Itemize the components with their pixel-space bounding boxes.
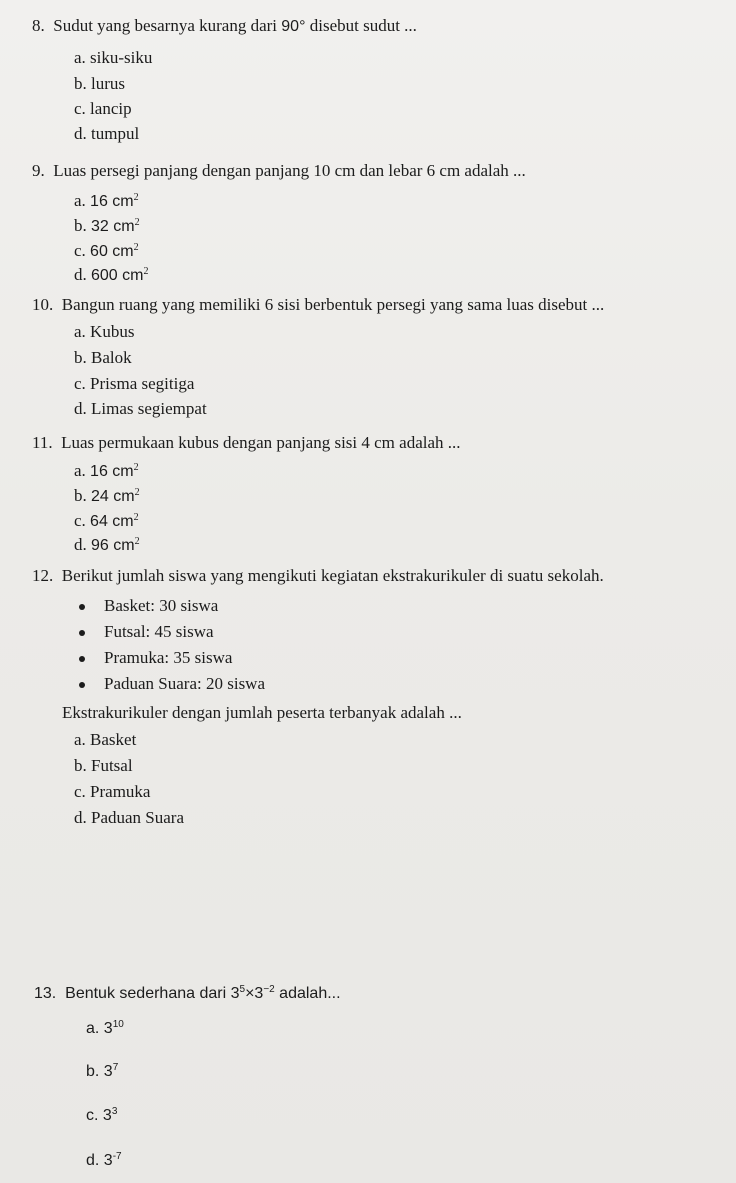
expression: $3^5\times 3^{-2}$ <box>230 984 275 1002</box>
option-b[interactable]: b. lurus <box>74 74 125 93</box>
question-number: 11. <box>32 433 53 452</box>
option-c[interactable]: c. 64 $cm^2$ <box>74 511 139 530</box>
question-text: Bangun ruang yang memiliki 6 sisi berbentuk persegi yang sama luas disebut ... <box>61 295 605 314</box>
option-d[interactable]: d. 96 $cm^2$ <box>74 535 140 554</box>
list-item: Pramuka: 35 siswa <box>104 648 233 667</box>
question-text: Luas persegi panjang dengan panjang 10 cm dan lebar 6 cm adalah ... <box>53 161 526 180</box>
option-d[interactable]: d. tumpul <box>74 124 140 143</box>
option-c[interactable]: c. Prisma segitiga <box>74 374 195 393</box>
question-prompt: Ekstrakurikuler dengan jumlah peserta terbanyak adalah ... <box>62 703 462 722</box>
question-text: disebut sudut ... <box>309 16 417 35</box>
option-a[interactable]: a. $3^{10}$ <box>86 1019 124 1037</box>
question-number: 12. <box>32 566 54 585</box>
question-11 <box>32 433 461 453</box>
bullet-icon <box>79 682 85 688</box>
question-number: 13. <box>34 985 57 1002</box>
bullet-icon <box>79 604 85 610</box>
question-text: Berikut jumlah siswa yang mengikuti kegiatan ekstrakurikuler di suatu sekolah. <box>61 566 604 585</box>
question-8 <box>32 16 417 36</box>
option-b[interactable]: b. $3^7$ <box>86 1062 119 1080</box>
question-text: Sudut yang besarnya kurang dari <box>53 16 278 35</box>
list-item: Basket: 30 siswa <box>104 596 219 615</box>
option-a[interactable]: a. Basket <box>74 730 137 749</box>
option-b[interactable]: b. Futsal <box>74 756 133 775</box>
question-10 <box>32 295 604 315</box>
option-b[interactable]: b. 32 $cm^2$ <box>74 216 140 235</box>
question-12 <box>32 566 604 586</box>
bullet-icon <box>79 630 85 636</box>
option-c[interactable]: c. $3^3$ <box>86 1106 118 1124</box>
option-d[interactable]: d. 600 $cm^2$ <box>74 265 149 284</box>
option-a[interactable]: a. siku-siku <box>74 48 153 67</box>
list-item: Futsal: 45 siswa <box>104 622 214 641</box>
question-13 <box>34 985 341 1003</box>
option-c[interactable]: c. 60 $cm^2$ <box>74 241 139 260</box>
question-9 <box>32 161 526 181</box>
question-number: 10. <box>32 295 54 314</box>
option-b[interactable]: b. Balok <box>74 348 132 367</box>
option-a[interactable]: a. 16 $cm^2$ <box>74 461 139 480</box>
option-d[interactable]: d. Limas segiempat <box>74 399 207 418</box>
question-text: adalah... <box>279 985 341 1002</box>
question-number: 8. <box>32 16 45 35</box>
list-item: Paduan Suara: 20 siswa <box>104 674 266 693</box>
option-c[interactable]: c. Pramuka <box>74 782 151 801</box>
option-a[interactable]: a. Kubus <box>74 322 135 341</box>
option-c[interactable]: c. lancip <box>74 99 132 118</box>
question-number: 9. <box>32 161 45 180</box>
question-text: Bentuk sederhana dari <box>65 985 227 1002</box>
bullet-icon <box>79 656 85 662</box>
option-d[interactable]: d. $3^{-7}$ <box>86 1151 122 1169</box>
option-b[interactable]: b. 24 $cm^2$ <box>74 486 140 505</box>
degree-value: 90° <box>281 18 306 35</box>
question-text: Luas permukaan kubus dengan panjang sisi 4 cm adalah ... <box>61 433 461 452</box>
option-d[interactable]: d. Paduan Suara <box>74 808 185 827</box>
option-a[interactable]: a. 16 $cm^2$ <box>74 191 139 210</box>
